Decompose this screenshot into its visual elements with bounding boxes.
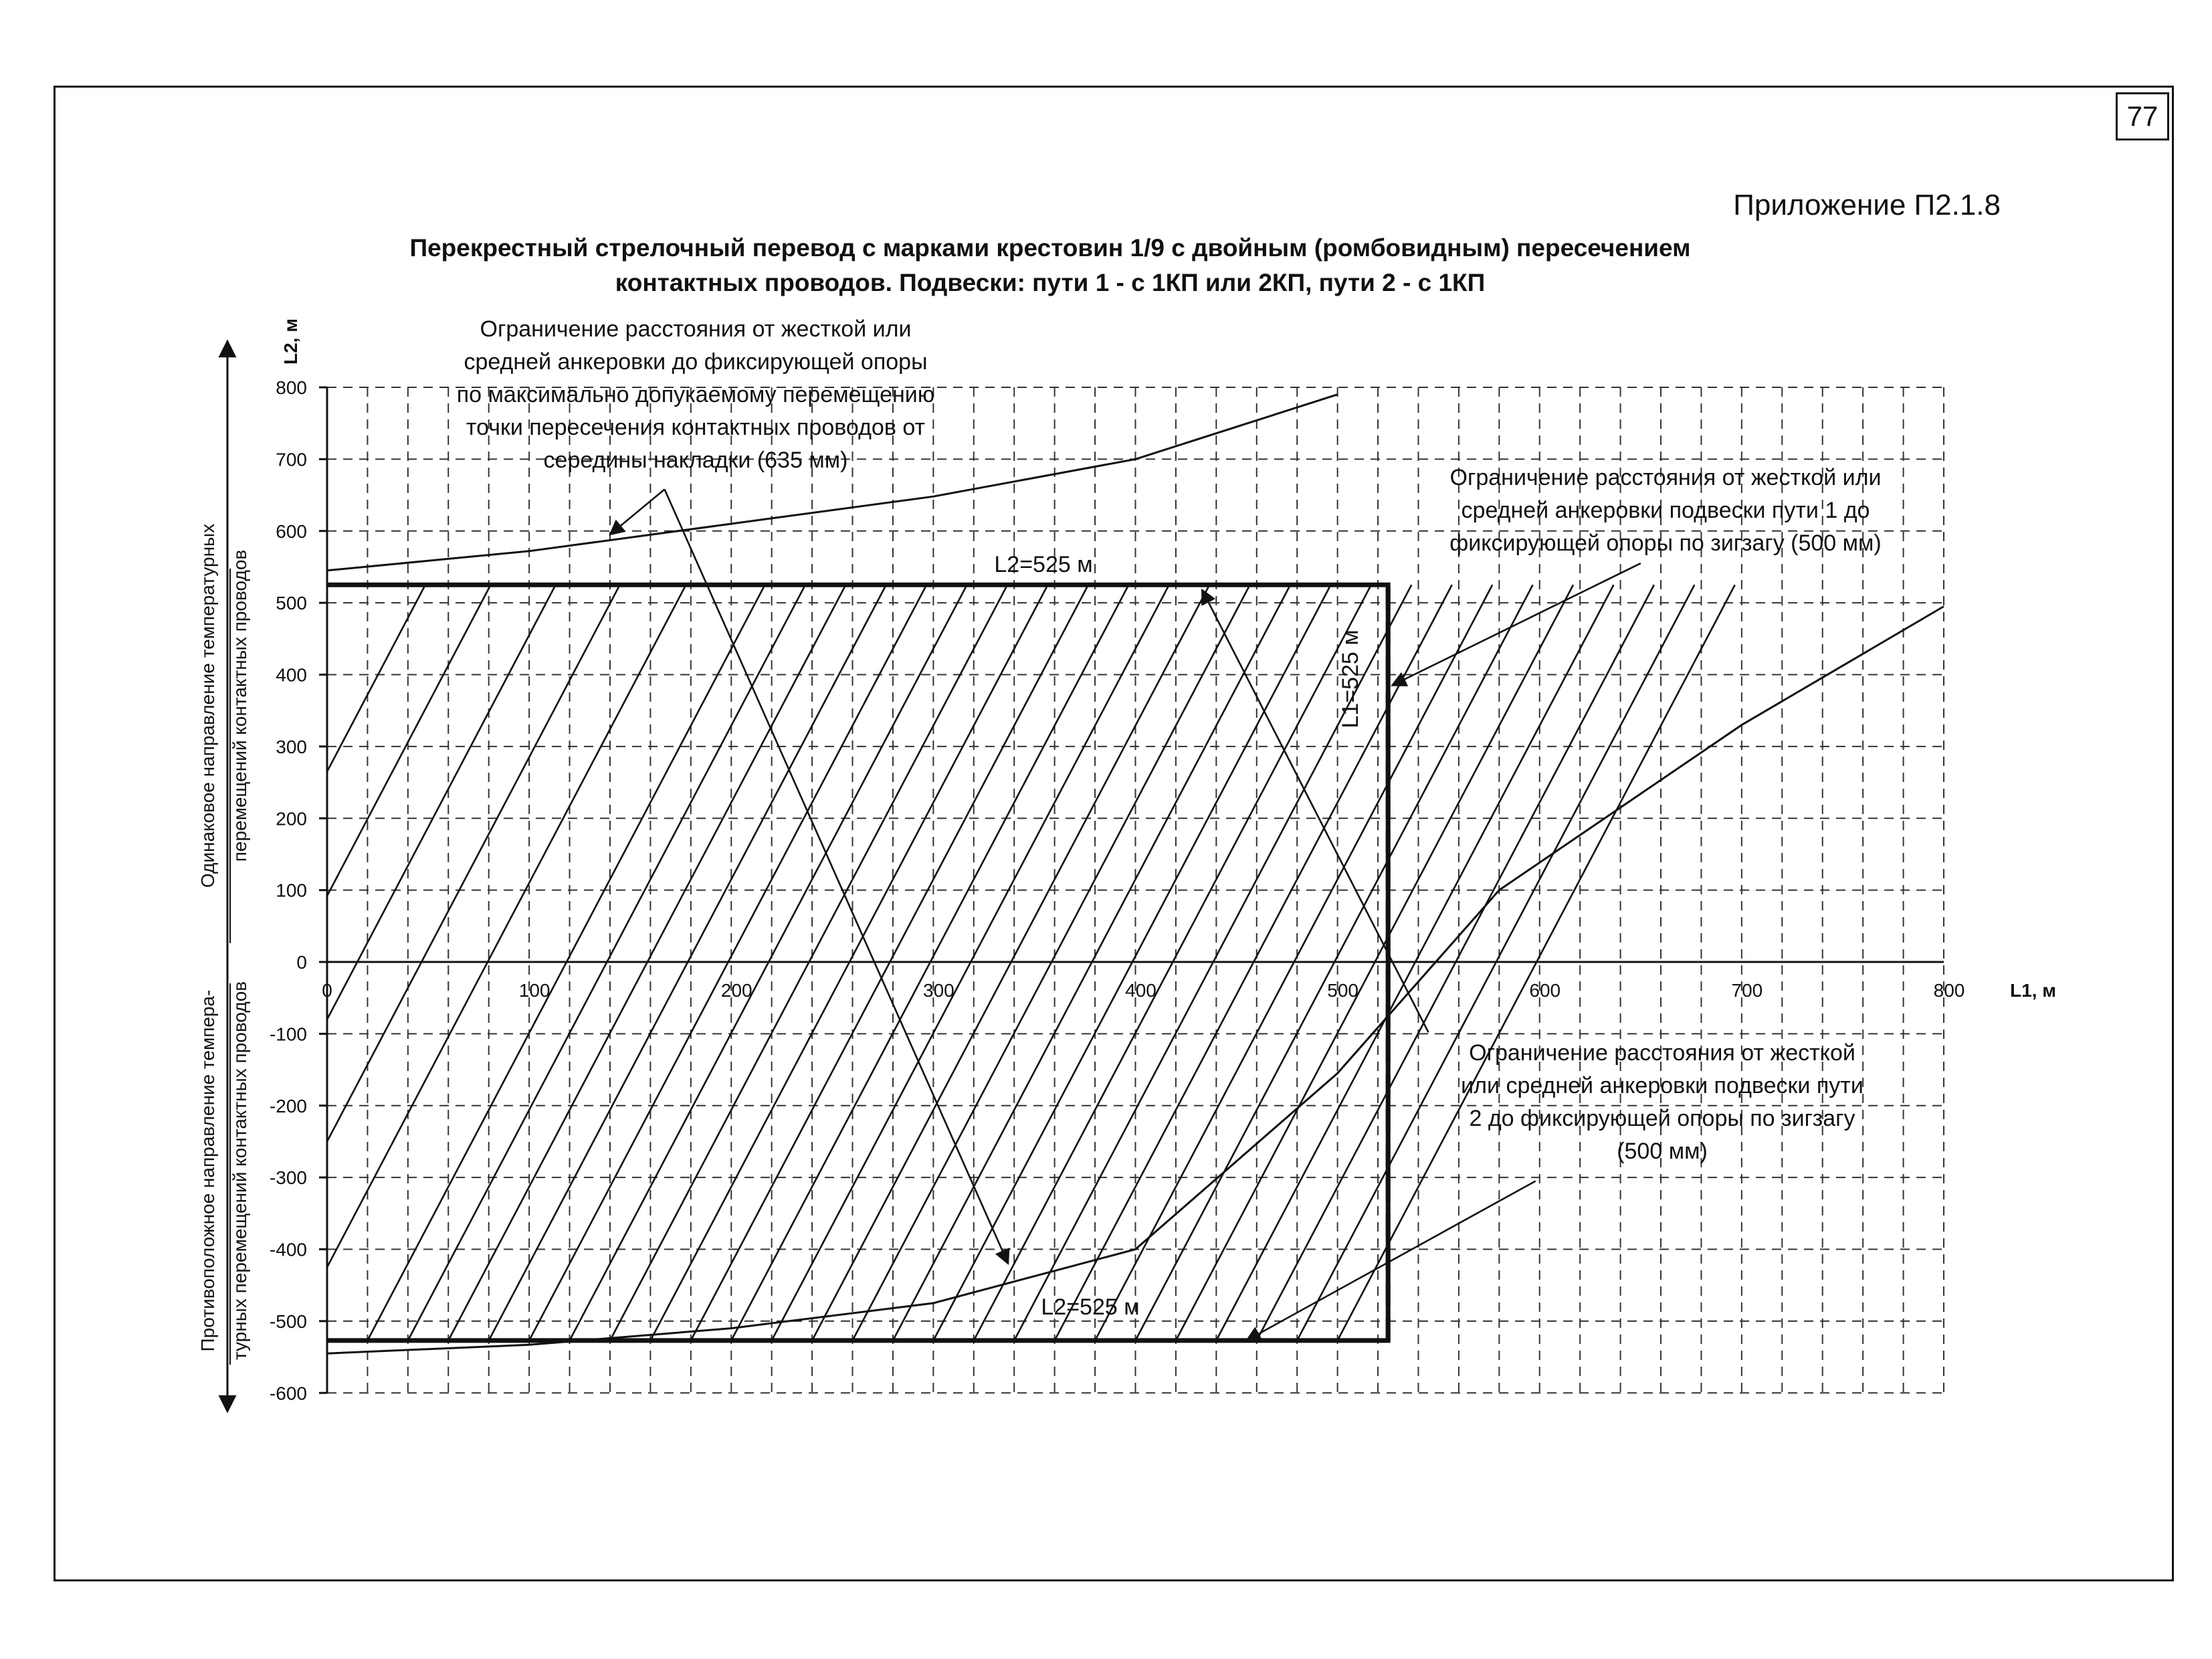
x-tick-label: 800 <box>1933 980 1965 1001</box>
annotation-zigzag-path1: фиксирующей опоры по зигзагу (500 мм) <box>1449 530 1882 556</box>
l2-top-label: L2=525 м <box>994 552 1093 577</box>
y-tick-label: 200 <box>276 808 307 830</box>
annotation-anchor-overlap: точки пересечения контактных проводов от <box>466 415 926 440</box>
hatch-line <box>327 585 556 1019</box>
page-number: 77 <box>2116 92 2169 140</box>
y-tick-label: -100 <box>269 1023 307 1045</box>
annotation-zigzag-path2: или средней анкеровки подвески пути <box>1461 1073 1864 1098</box>
annotation-arrow <box>610 489 665 534</box>
hatch-line <box>327 585 491 896</box>
x-tick-label: 400 <box>1125 980 1157 1001</box>
side-label-lower-1: Противоположное направление темпера- <box>197 989 218 1352</box>
y-tick-label: -200 <box>269 1095 307 1116</box>
y-tick-label: 800 <box>276 377 307 398</box>
y-tick-label: 700 <box>276 449 307 470</box>
title-line-1: Перекрестный стрелочный перевод с марками крестовин 1/9 с двойным (ромбовидным) пересечением <box>409 234 1691 262</box>
hatch-line <box>327 585 686 1267</box>
annotation-anchor-overlap: по максимально допукаемому перемещению <box>456 382 935 407</box>
annotation-arrow <box>1202 590 1428 1032</box>
y-tick-label: 600 <box>276 520 307 542</box>
x-tick-label: 600 <box>1529 980 1561 1001</box>
hatch-line <box>327 585 620 1141</box>
side-label-upper-1: Одинаковое направление температурных <box>197 523 218 888</box>
y-tick-label: 400 <box>276 664 307 686</box>
y-tick-label: -500 <box>269 1310 307 1332</box>
x-axis-label: L1, м <box>2010 980 2056 1001</box>
x-tick-label: 300 <box>923 980 954 1001</box>
annotation-anchor-overlap: средней анкеровки до фиксирующей опоры <box>464 349 928 375</box>
y-tick-label: -400 <box>269 1239 307 1260</box>
x-tick-label: 700 <box>1731 980 1763 1001</box>
title-line-2: контактных проводов. Подвески: пути 1 - с 1КП или 2КП, пути 2 - с 1КП <box>615 269 1486 296</box>
x-tick-label: 200 <box>720 980 752 1001</box>
y-tick-label: 500 <box>276 593 307 614</box>
arrows <box>610 489 1641 1340</box>
hatch-line <box>327 585 425 771</box>
x-tick-label: 0 <box>322 980 332 1001</box>
x-tick-label: 500 <box>1327 980 1359 1001</box>
annotation-zigzag-path2: Ограничение расстояния от жесткой <box>1469 1040 1855 1066</box>
x-tick-label: 100 <box>518 980 550 1001</box>
l2-bottom-label: L2=525 м <box>1041 1294 1140 1320</box>
annotation-zigzag-path2: 2 до фиксирующей опоры по зигзагу <box>1469 1106 1855 1131</box>
l1-label: L1=525 м <box>1338 629 1363 728</box>
annotation-zigzag-path1: Ограничение расстояния от жесткой или <box>1449 465 1882 490</box>
annotations <box>197 316 1882 1365</box>
side-label-upper-2: перемещений контактных проводов <box>229 549 250 862</box>
side-label-lower-2: турных перемещений контактных проводов <box>229 981 250 1361</box>
y-tick-label: 100 <box>276 880 307 901</box>
appendix-label: Приложение П2.1.8 <box>1733 189 2001 221</box>
y-tick-label: -300 <box>269 1167 307 1189</box>
y-axis-label: L2, м <box>280 318 301 365</box>
annotation-zigzag-path1: средней анкеровки подвески пути 1 до <box>1461 498 1870 523</box>
annotation-arrow <box>1247 1181 1536 1340</box>
y-tick-label: -600 <box>269 1383 307 1404</box>
y-tick-label: 0 <box>296 952 307 973</box>
annotation-zigzag-path2: (500 мм) <box>1617 1139 1708 1164</box>
annotation-arrow <box>1392 563 1641 686</box>
annotation-anchor-overlap: Ограничение расстояния от жесткой или <box>480 316 912 342</box>
y-tick-label: 300 <box>276 736 307 757</box>
annotation-anchor-overlap: середины накладки (635 мм) <box>543 448 848 473</box>
